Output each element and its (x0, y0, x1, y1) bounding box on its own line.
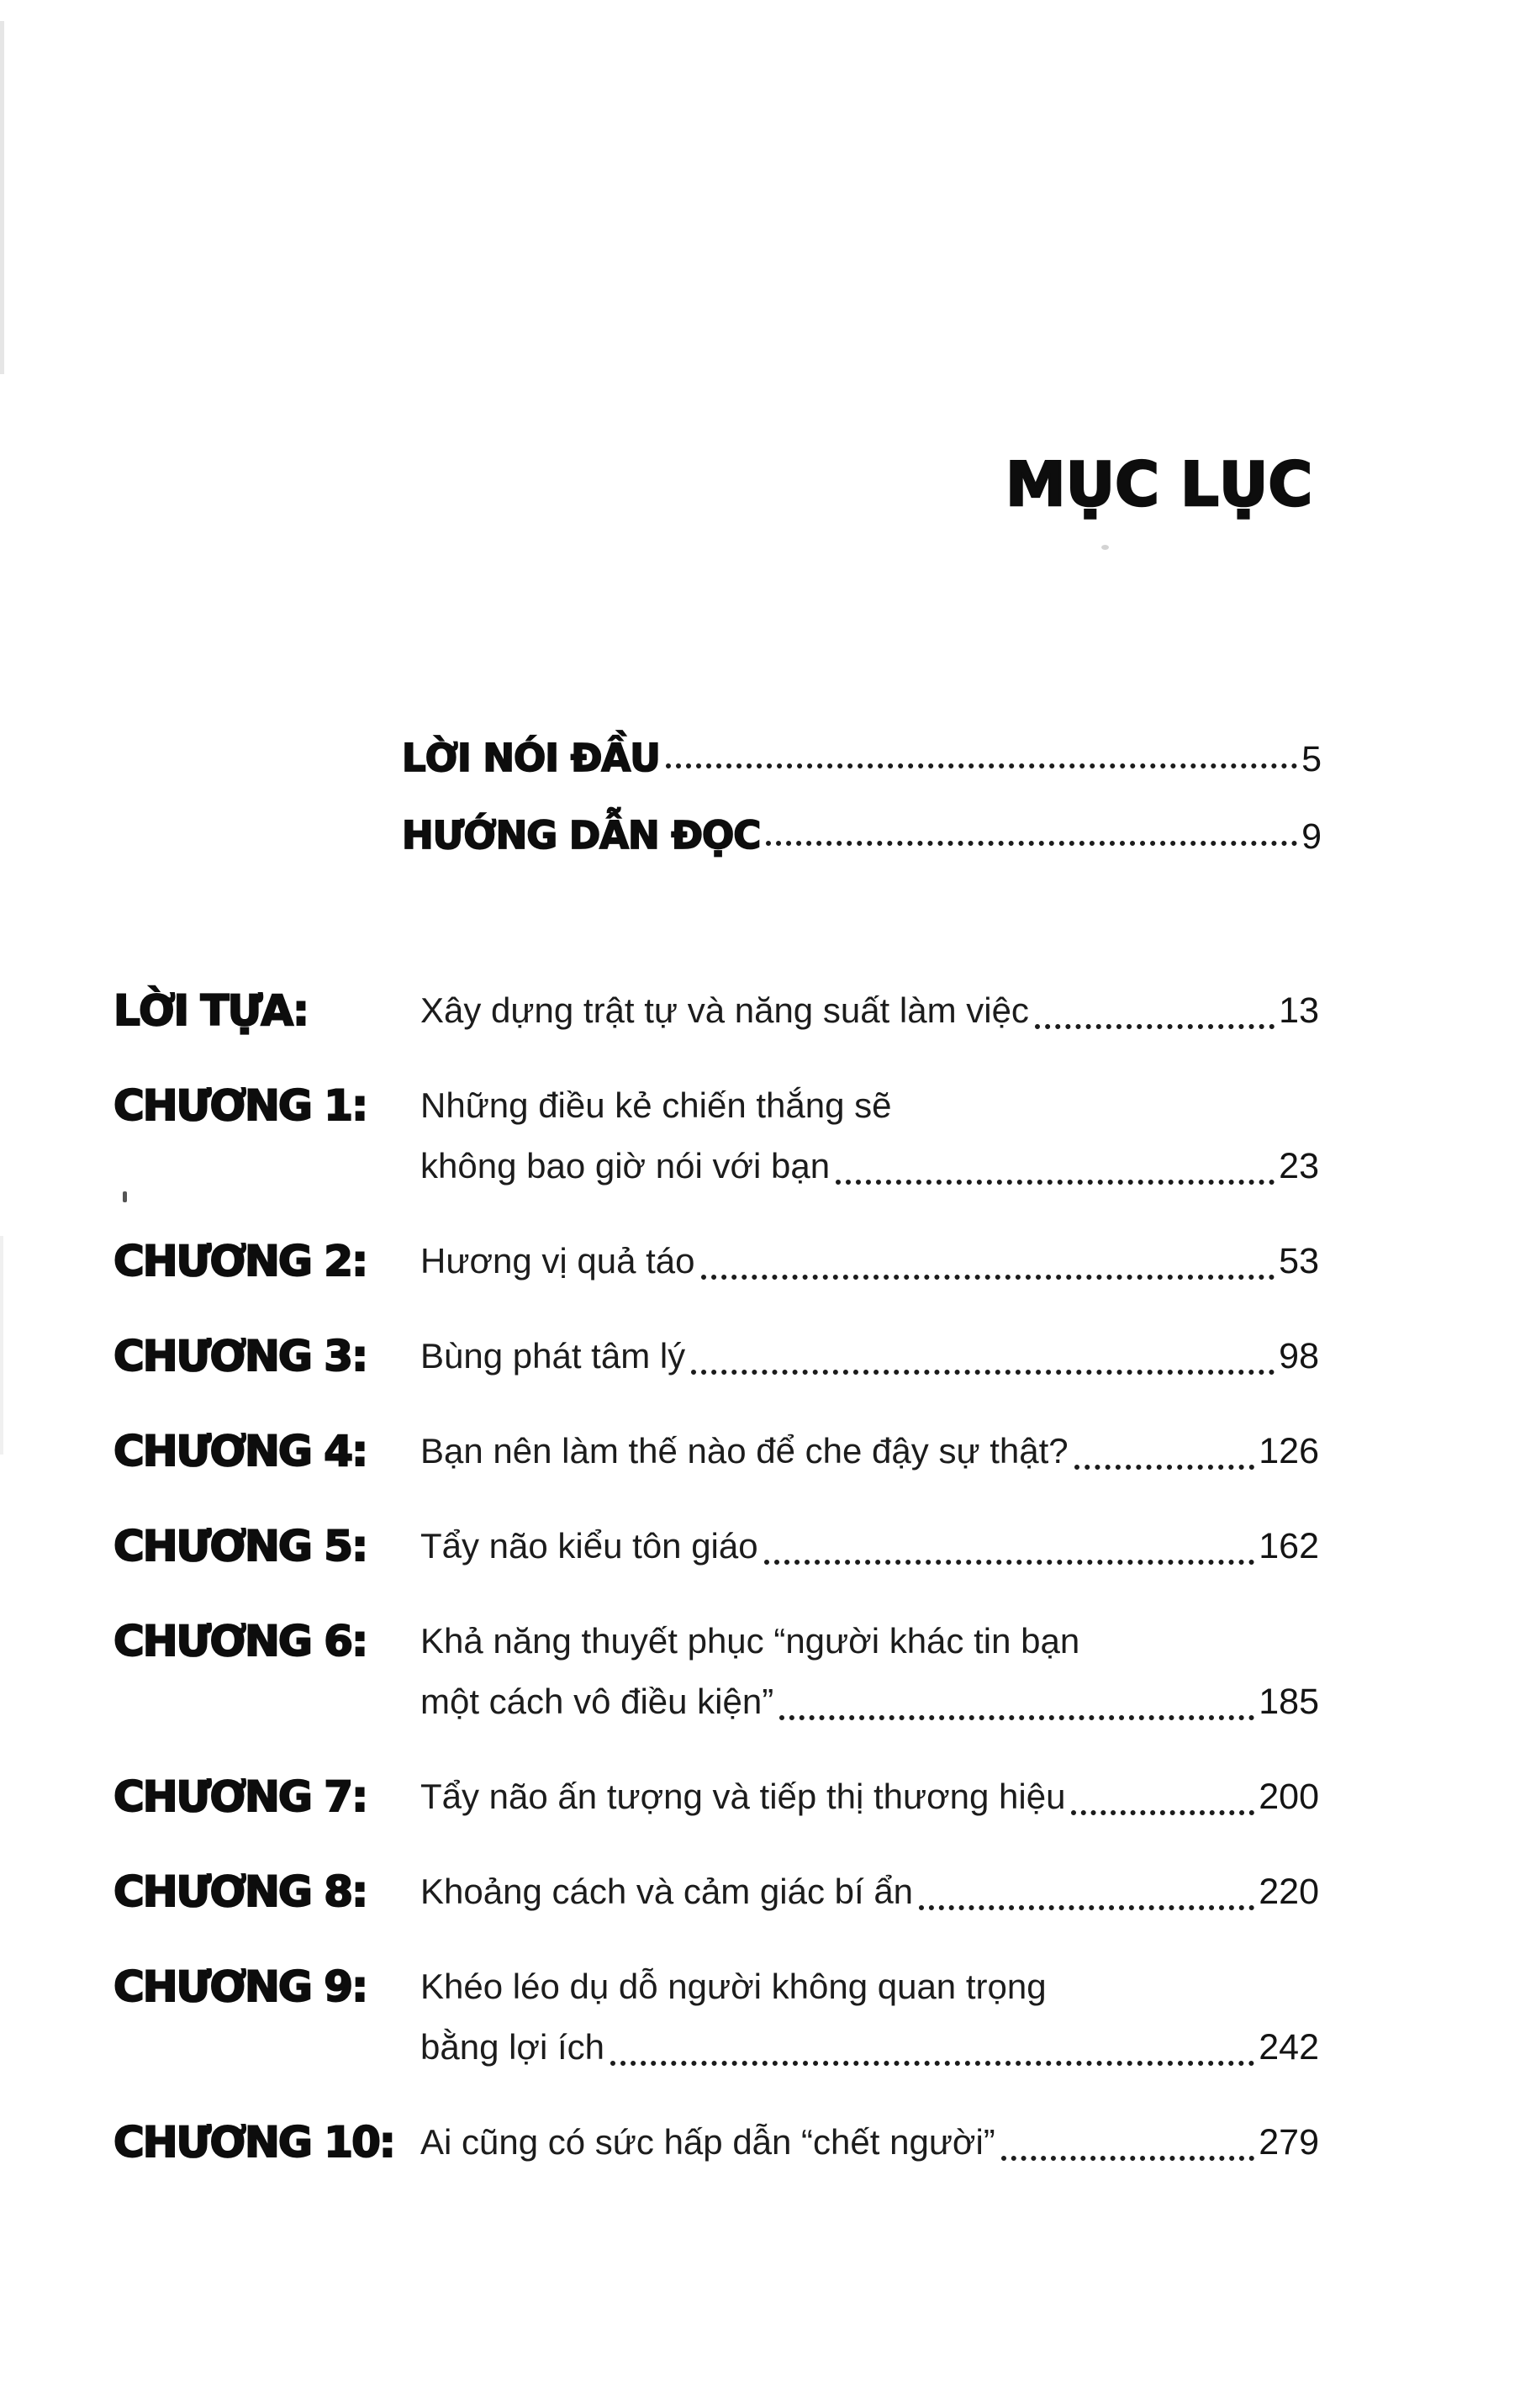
toc-row (113, 1766, 1319, 1827)
toc-row (113, 980, 1319, 1041)
entry-dot-line (420, 1671, 1319, 1732)
dotted-leader (766, 841, 1297, 846)
front-matter-row (402, 807, 1322, 858)
dotted-leader (1071, 1810, 1254, 1815)
entry-dot-line (420, 1516, 1319, 1576)
front-matter-label: HƯỚNG DẪN ĐỌC (402, 813, 761, 858)
entry-pre-line: Những điều kẻ chiến thắng sẽ (420, 1085, 892, 1125)
entry-label: CHƯƠNG 6: (113, 1617, 367, 1666)
dotted-leader (836, 1180, 1275, 1185)
entry-content (420, 1075, 1319, 1196)
scan-artifact-faint-dot (1101, 545, 1109, 550)
toc-row (113, 1421, 1319, 1481)
entry-content (420, 1861, 1319, 1922)
entry-content (420, 1231, 1319, 1291)
entry-content (420, 2112, 1319, 2173)
entry-title: Tẩy não ấn tượng và tiếp thị thương hiệu (420, 1777, 1066, 1816)
entry-page-number: 279 (1259, 2122, 1319, 2162)
entry-label: CHƯƠNG 2: (113, 1237, 367, 1286)
entry-title: không bao giờ nói với bạn (420, 1146, 831, 1186)
entry-dot-line (420, 1766, 1319, 1827)
entry-label: LỜI TỰA: (113, 986, 309, 1035)
entry-content (420, 1326, 1319, 1386)
entry-title: Hương vị quả táo (420, 1241, 695, 1281)
entry-page-number: 185 (1259, 1682, 1319, 1722)
entry-page-number: 23 (1279, 1146, 1319, 1186)
page-title: MỤC LỤC (1005, 449, 1313, 520)
toc-row (113, 1231, 1319, 1291)
entry-dot-line (420, 1861, 1319, 1922)
entry-pre-line: Khéo léo dụ dỗ người không quan trọng (420, 1967, 1047, 2006)
entry-dot-line (420, 980, 1319, 1041)
entry-page-number: 13 (1279, 990, 1319, 1031)
entry-page-number: 98 (1279, 1336, 1319, 1376)
toc-row (113, 1611, 1319, 1732)
dotted-leader (779, 1715, 1254, 1720)
entry-dot-line (420, 1231, 1319, 1291)
entry-title: một cách vô điều kiện” (420, 1682, 774, 1721)
entry-dot-line (420, 1421, 1319, 1481)
entry-label: CHƯƠNG 8: (113, 1867, 367, 1916)
dotted-leader (1074, 1465, 1255, 1470)
entry-page-number: 220 (1259, 1872, 1319, 1912)
entry-content (420, 1421, 1319, 1481)
entry-label: CHƯƠNG 1: (113, 1081, 367, 1130)
entry-page-number: 242 (1259, 2027, 1319, 2067)
entry-content (420, 1956, 1319, 2078)
entry-label: CHƯƠNG 3: (113, 1332, 367, 1381)
entry-content (420, 1611, 1319, 1732)
entry-label: CHƯƠNG 4: (113, 1427, 367, 1476)
toc-row (113, 1956, 1319, 2078)
entry-content (420, 980, 1319, 1041)
toc-row (113, 1861, 1319, 1922)
front-matter-list (402, 730, 1322, 885)
toc-row (113, 2112, 1319, 2173)
entry-title: Ai cũng có sức hấp dẫn “chết người” (420, 2122, 995, 2162)
dotted-leader (666, 763, 1297, 768)
entry-content (420, 1516, 1319, 1576)
dotted-leader (1001, 2156, 1254, 2161)
entry-pre-line: Khả năng thuyết phục “người khác tin bạn (420, 1621, 1080, 1661)
entry-label: CHƯƠNG 10: (113, 2118, 394, 2167)
entry-page-number: 53 (1279, 1241, 1319, 1281)
toc-row (113, 1326, 1319, 1386)
entry-page-number: 126 (1259, 1431, 1319, 1471)
entry-page-number: 162 (1259, 1526, 1319, 1566)
entry-dot-line (420, 2112, 1319, 2173)
scan-artifact-left-edge-mid (0, 1236, 3, 1455)
front-matter-page-number: 9 (1301, 816, 1322, 857)
dotted-leader (1035, 1024, 1275, 1029)
front-matter-page-number: 5 (1301, 739, 1322, 779)
toc-entries (113, 980, 1319, 2207)
entry-dot-line (420, 1136, 1319, 1196)
entry-label: CHƯƠNG 9: (113, 1962, 367, 2011)
entry-label: CHƯƠNG 7: (113, 1772, 367, 1821)
entry-dot-line (420, 2017, 1319, 2078)
entry-title: Khoảng cách và cảm giác bí ẩn (420, 1872, 914, 1911)
entry-title: Tẩy não kiểu tôn giáo (420, 1526, 758, 1566)
entry-title: Xây dựng trật tự và năng suất làm việc (420, 990, 1029, 1030)
entry-label: CHƯƠNG 5: (113, 1522, 367, 1571)
toc-row (113, 1075, 1319, 1196)
entry-dot-line (420, 1326, 1319, 1386)
dotted-leader (610, 2061, 1254, 2066)
dotted-leader (764, 1560, 1255, 1565)
scan-artifact-left-edge-top (0, 21, 4, 374)
dotted-leader (701, 1275, 1275, 1280)
front-matter-row (402, 730, 1322, 780)
dotted-leader (919, 1905, 1254, 1910)
entry-content (420, 1766, 1319, 1827)
entry-title: Bùng phát tâm lý (420, 1336, 686, 1376)
toc-row (113, 1516, 1319, 1576)
dotted-leader (691, 1370, 1275, 1375)
entry-page-number: 200 (1259, 1777, 1319, 1817)
entry-title: bằng lợi ích (420, 2027, 605, 2067)
entry-title: Bạn nên làm thế nào để che đậy sự thật? (420, 1431, 1069, 1471)
front-matter-label: LỜI NÓI ĐẦU (402, 736, 660, 781)
